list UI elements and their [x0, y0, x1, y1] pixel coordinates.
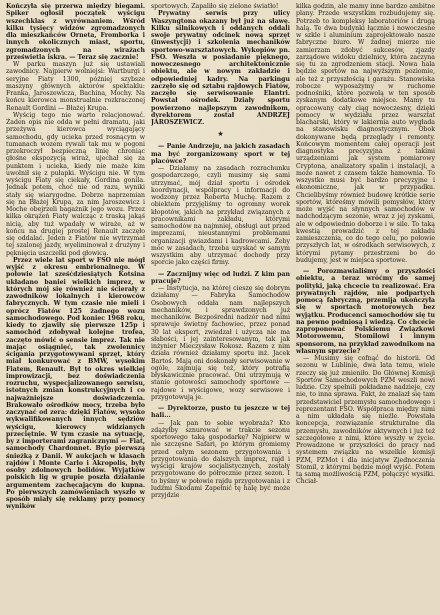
interview-answer: — Musimy się cofnąć do historii. Od sezonu w Lublinie, dwa lata temu, wiele rzeczy się już zmieniło. Do Głównej Komisji Sportów Samochodowych PZM weszli nowi ludzie. Czy spełnili pokładane nadzieje, czy nie, to inna sprawa. Fakt, że znalazł się tam przedstawiciel przemysłu samochodowego i reprezentant FSO. Współpraca między nimi a nim układała się nieźle. Powstała koncepcja, rozwiązanie strukturalne dla przemysłu, zawodników aktywnych i już też szczegółowe z nimi, które wyszły w życie. Prowadzone w przyszłości do pracy nad systemem związku na wszelkie komisji PZM, PZMot i dla inicjatyw Zjednoczenia Stomil, z którymi będzie mógł wyjść. Potem tą samą możliwością PZM, połączyć wysiłki. Chciał-	[296, 355, 435, 486]
article-intro: Kończyła się przerwa między biegami. Spiker ogłosił początek wyścigu wszechklas z wyrównaniem. Wśród kilku tysięcy widzów zgromadzonych dla mieszkańców Orneta, Fromborka i innych okolicznych miast, sportu, zgromadzonych na wirażach prześwietla iskra. — Teraz się zacznie!	[6, 3, 145, 61]
interview-question: — Dyrektorze, pusto tu jeszcze w tej hali...	[151, 405, 290, 420]
column-1	[6, 3, 145, 612]
paragraph: Przez wiele lat sport w FSO nie mógł wyjść z okresu embrionalnego. W połowie lat sześćdziesiątych Kotsina układano baniei wielkich imprez, w których mój się również nie ścierały z zawodników lokalnych i kierowców fabrycznych. W tym czasie nie mieli i oprócz Fiatów 125 żadnego wozu samochodowego. Pod koniec 1968 roku, kiedy to zjawiły się pierwsze 125p i samochód zdobywał kolejne trofea, zaczęto mówić o sensie imprez. Tak nie mając osiągnięć, tak zwolennicy ścigania przygotowywani sprzęt, który miał konkurować z BMW, wysokim Fiatem, Renault. Był to okres wielkiej improwizacji, bez doświadczenia rozruchu, wyspecjalizowanego serwisu, istotnych zmian konstrukcyjnych i co najważniejsze doświadczenia. Brakowało ośrodków mocy, trzeba było zaczynać od zera: dzięki Fiatów, wysoko wykwalifikowanych innych sędziów wyścigu, kierowcy widzianych przeciętnie. W tym czasie na sytuację, by z importerami zagranicznymi — Fiat, samochody Chardonnet. Bylo pierwszą śnieżką z Danii. W aukcjach w klasach rajdów i Monte Carlo i Akropolis, były osoby zdolnowych bolidów. Wyjątków polskich lig w grupie poszła działanie argumentem zachęcającym do kupna. Po pierwszych zamówieniach wyszło w sposób miały się reklamy przy pomocy wyników	[6, 256, 145, 511]
paragraph: Wyścig tego nie warto relacjonować. Żaden opis nie odda w pełni dramatu, jaki przeżywa kierowca wyciągający samochodu, gdy ucieka przed rosnącym w tumanach wozem rywali tak mu w pogoni przekroczył bezpieczną linię chroniąc głośne ekspozycją wiraż, ujechał się za punktem i ucieka, kiedy nie maże kim uwolnił się z pułapki. Wyścigu nie. W tym wyścigu Fiaty się ciekały, Gordina gonila. Jednak potem, choć nie od razu, wyniki stały się wiarygodne. Dobrze naprzemian się na Błażej Krupa, za nim Jaroszewicz i Moche obejrzeli bagażnik jego wozu. Przez kilka okrążeń Fiaty walcząc z traską jakąś nicią, aby tuż wpadały w wiraże, aż w końcu na drugiej prostej Renault zaczęło się oddalać. Jeden z Fiatów nie wytrzymał tej szalonej jazdy, wyeliminował z drużyny i pęknięcia uszczelki pod głowicą.	[6, 111, 145, 257]
column-3	[296, 3, 435, 612]
interview-answer: — Instytucja, na której cieszę się dobrym działamy — Fabryka Samochodów Osobowych oddała nam najlepszych mechaników, i sprawdzonych już mechaników. Bezpośredni nadzór nad nimi sprawuje świetny fachowiec, przez ponad 30 lat ekspert, zwiedzał i użycza nie ma słabości, i jej zainteresowanym, tak jak inżynier Mieczysław Rokosz. Razem z nim działa również działamy sportu inż. Jacek Bartoś. Mają oni doskonały serwisowanie w ogóle, zajmują się też, który potrafią błyskawicznie pracować. Oni utrzymują w stanie gotowości samochody sportowe — rajdowe i wyścigowe, wozy serwisowe i przygotowują je.	[151, 285, 290, 401]
paragraph: kilka godzin, ale mamy inne bardzo ambitne plany. Przede wszystkim rozbudujemy się. Potrzeb to kompleksy laboratoriów i drugą halą. Te dwa budynki łącznie i nowoczesne w szkle i aluminium zaprojektowało nasze fabryczne biuro. W żadnej mierze nie zamierzam zdobyć sukcesów, zjazdy zarządowe widoku dzielnicy, która zaczyna się tu za zgrodzeniem stacji. Nowa hala będzie sportów na najwyższym poziomie, ale też z przyszłością i garażu. Stanowiska robocze wyposażymy w ruchome podnośniki, które pozwolą w ten sposób zyskanym dodatkowe miejsce. Mamy tu opracowany cały ciąg nowoczesny, dzięki pomocy w wydziału przez warsztat blacharski, który w lakiernia auto wygłada na stanowisku diagnostycznym. Obok dokonywane będą przeglądy i remonty. Końcowym momentem całej operacji jest diagnostyka precyzyjna z takimi urządzeniami jak system pomiarowy Cryptona, analizatory spalin i instalacji, a może nawet z czasem także hamownia. To wszystko musi być bardzo precyzyjne i ekonomiczne, jak w przypadku. Chcielibyśmy również budowę krótkie serie sportów, któreśmy mówili pomysłów, który może wyjść na słynnych samochodów w nadchodzącym sezonie, wraz z jej zyskami, ale w odpowiednio doborze i w sile. To taką kwestią prowadzić z tej zakładu zamieszczenia, co do tego celu, po połowie przyszłych lat, w ośrodkach serwisowych, z którymi pytamy przestrzeni bo do budujemy, jest w miejsca sportowe.	[296, 3, 435, 264]
interview-question: — Porozmawialiśmy o przyszłości obiektu, a teraz wróćmy do samej polityki, jaką chcecie tu realizować. Era prywatnych rajdów, nie podpartych pomocą fabryczną, przemija ukończyła się w sportach motorowych bez wyjątku. Producenci samochodów się tu na pewno podniosą i wiedzą. Co chcecie zaproponować Polskiemu Związkowi Motorowemu, Stomilowi i innym sponsorom, na przykład zawodnikom na własnym sprzęcie?	[296, 268, 435, 355]
paragraph: sportowych. Zapaliło się zielone światło!	[151, 3, 279, 10]
interview-answer: — Działamy na zasadach rozrachunku gospodarczego, czyli musimy się sami utrzymać, mój dział sportu i ośrodek koordynacji, wspólpracy i informacji do wodzony przez Roberta Muchę. Razem z obiektem przyjęliśmy to ogromny worek kłopotów, jakich na przykład związanych z pracownikami zakładu, którymi samochodów na najmniej, obsługi aut przed imprezami, nieustannymi problemami organizacji gwiazdami i kadrowcami. Żeby móc w zasadach, trzeba uzyskać w samym wszystkim aby utrzymać dochody przy sporcie jako części firmy.	[151, 165, 290, 267]
interview-question: — Panie Andrzeju, na jakich zasadach ma być zorganizowany sport w tej placówce?	[151, 143, 290, 165]
paragraph: Prywatny serwis przy ulicy Waszyngtona okazany był już na sławę. Kilku silnikowych i oddanych oddali swoje prywatny odcinek nową sprzęt (inwestycji) i szkolenia mechaników sportowo-warsztatowych. Wykopiów pn. FSO. Weszła w posiadanie pięknego, nowoczesnego architektonicznie obiektu, ale w nowym zakładzie i odpowiedniej kadry. Na parkingu zaczęło się od sztabu rajdowych Fiatów, zaczęło się serwisowanie Elantri. Powstał ośrodek. Działy sportu powierzono najlepszym zawodnikom, dyrektorem został ANDRZEJ JAROSZEWICZ.	[151, 10, 290, 126]
section-divider-star: ★	[217, 130, 224, 139]
interview-question: — Zacznijmy więc od ludzi. Z kim pan pracuje?	[151, 270, 290, 285]
paragraph: W parku maszyn już się ustawiali zawodnicy. Najpierw wolniejsi: Wartburgi i seryjne Fiaty 1300, później szybsze maszyny głównych aktorów spektaklu: Franka, Jaroszewicza, Bachina, Mochy. Na końcu kierowca monstrualnie rozkraczonej Renault Gordini — Błażej Krupa.	[6, 61, 145, 112]
column-2	[151, 3, 290, 612]
interview-answer: — Jak pan to sobie wyobraża? Kto zdążyłby sznurować w trakcie sezonu sportowego taką gospodarkę? Najpierw w nie szczęsne Safari, po którym gromiemy przed całym sezonem przygotowania i przygotowania do dalszych imprez, rajd i wyścigi krajów socjalistycznych, zostały przygotowane do półrocznie przez sezon. I to byśmy w połowie rajdu przygotowania i z ludźmi Skodami Zapełnić tę halę być może przyjdzie	[151, 419, 290, 499]
